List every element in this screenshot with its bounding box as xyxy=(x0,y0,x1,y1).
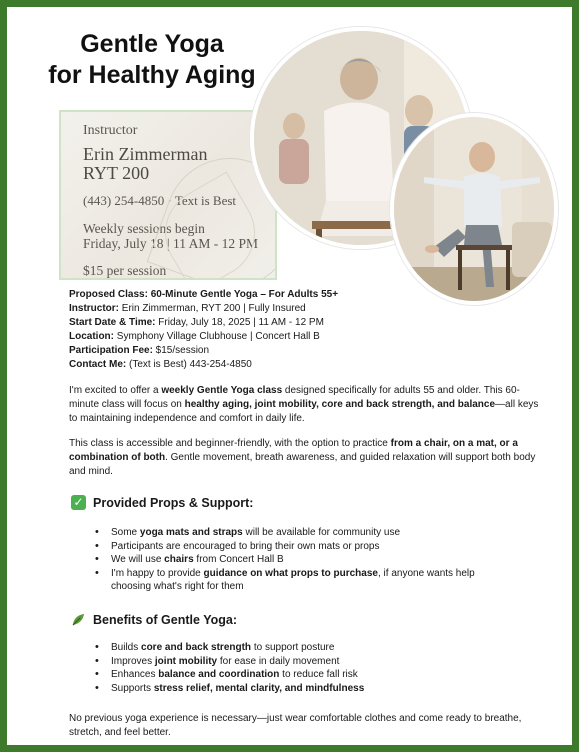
text-run: Some xyxy=(111,527,140,538)
benefits-heading xyxy=(71,612,237,627)
weekly-sessions-line-2: Friday, July 18 | 11 AM - 12 PM xyxy=(83,236,258,251)
bold-text: healthy aging, joint mobility, core and back strength, and balance xyxy=(184,399,496,410)
instructor-card xyxy=(59,110,277,280)
seated-exercise-illustration xyxy=(394,117,558,305)
detail-label: Contact Me: xyxy=(69,359,127,370)
text-run: Improves xyxy=(111,655,155,667)
class-details xyxy=(69,288,549,372)
detail-label: Proposed Class: 60-Minute Gentle Yoga – For Adults 55+ xyxy=(69,289,339,300)
detail-row xyxy=(69,344,549,358)
list-item xyxy=(95,526,515,540)
props-heading-text: Provided Props & Support: xyxy=(93,495,254,510)
instructor-phone: (443) 254-4850 · Text is Best xyxy=(83,193,237,208)
text-run: Participants are encouraged to bring their own mats or props xyxy=(111,540,380,552)
flyer-title xyxy=(27,29,277,91)
detail-row xyxy=(69,330,549,344)
seated-exercise-photo xyxy=(390,113,558,305)
text-run: —all keys to maintaining independence and comfort in daily life. xyxy=(69,399,539,424)
text-run: for ease in daily movement xyxy=(217,655,340,667)
check-icon: ✓ xyxy=(71,495,86,510)
detail-label: Instructor: xyxy=(69,303,119,314)
bold-text: joint mobility xyxy=(154,655,218,667)
title-line-1: Gentle Yoga xyxy=(80,30,224,58)
bold-text: yoga mats and straps xyxy=(139,527,243,538)
text-run: This class is accessible and beginner-friendly, with the option to practice xyxy=(69,438,391,449)
text-run: I'm excited to offer a xyxy=(69,385,162,396)
detail-label: Participation Fee: xyxy=(69,345,153,356)
detail-row xyxy=(69,302,549,316)
text-run: We will use xyxy=(111,554,165,565)
detail-value: $15/session xyxy=(152,345,210,356)
list-item xyxy=(95,567,515,594)
detail-label: Location: xyxy=(69,331,114,342)
bold-text: from a chair, on a mat, or a combination of both xyxy=(69,438,518,463)
detail-row xyxy=(69,316,549,330)
instructor-name-line-1: Erin Zimmerman xyxy=(83,144,208,164)
detail-value: (Text is Best) 443-254-4850 xyxy=(126,359,252,370)
text-run: will be available for community use xyxy=(242,527,401,538)
intro-paragraph xyxy=(69,384,539,426)
weekly-sessions-line-1: Weekly sessions begin xyxy=(83,221,205,236)
accessibility-paragraph xyxy=(69,437,539,479)
detail-row xyxy=(69,358,549,372)
benefits-heading-text: Benefits of Gentle Yoga: xyxy=(93,612,238,627)
title-line-2: for Healthy Aging xyxy=(48,61,256,89)
list-item xyxy=(95,540,515,554)
detail-value: Symphony Village Clubhouse | Concert Hall B xyxy=(114,331,320,342)
detail-value: Erin Zimmerman, RYT 200 | Fully Insured xyxy=(119,303,306,314)
bold-text: weekly Gentle Yoga class xyxy=(161,385,283,396)
text-run: . Gentle movement, breath awareness, and guided relaxation will support both body and mind. xyxy=(69,452,536,477)
text-run: to support posture xyxy=(251,642,335,653)
text-run: Supports xyxy=(111,682,154,694)
benefits-list xyxy=(95,641,515,695)
text-run: I'm happy to provide xyxy=(111,567,204,579)
bold-text: guidance on what props to purchase xyxy=(203,567,378,579)
props-heading xyxy=(71,495,253,510)
bold-text: core and back strength xyxy=(141,642,252,653)
text-run: Enhances xyxy=(111,669,159,680)
list-item xyxy=(95,668,515,682)
text-run: to reduce fall risk xyxy=(279,669,358,680)
text-run: , if anyone wants help choosing what's right for them xyxy=(111,567,475,592)
list-item xyxy=(95,655,515,669)
detail-value: Friday, July 18, 2025 | 11 AM - 12 PM xyxy=(155,317,324,328)
text-run: Builds xyxy=(111,642,142,653)
session-fee: $15 per session xyxy=(83,263,167,278)
list-item xyxy=(95,641,515,655)
list-item xyxy=(95,682,515,696)
detail-label: Start Date & Time: xyxy=(69,317,156,328)
text-run: from Concert Hall B xyxy=(193,554,284,565)
text-run: designed specifically for adults 55 and older. This 60-minute class will focus on xyxy=(69,385,520,410)
list-item xyxy=(95,553,515,567)
bold-text: stress relief, mental clarity, and mindfulness xyxy=(153,682,365,694)
bold-text: chairs xyxy=(164,554,194,565)
instructor-label: Instructor xyxy=(83,123,138,138)
props-list xyxy=(95,526,515,594)
closing-paragraph: No previous yoga experience is necessary—just wear comfortable clothes and come ready to breathe, stretch, and feel better. xyxy=(69,713,522,738)
detail-row xyxy=(69,288,549,302)
instructor-name-line-2: RYT 200 xyxy=(83,163,150,183)
leaf-icon xyxy=(71,612,86,627)
bold-text: balance and coordination xyxy=(158,669,280,680)
